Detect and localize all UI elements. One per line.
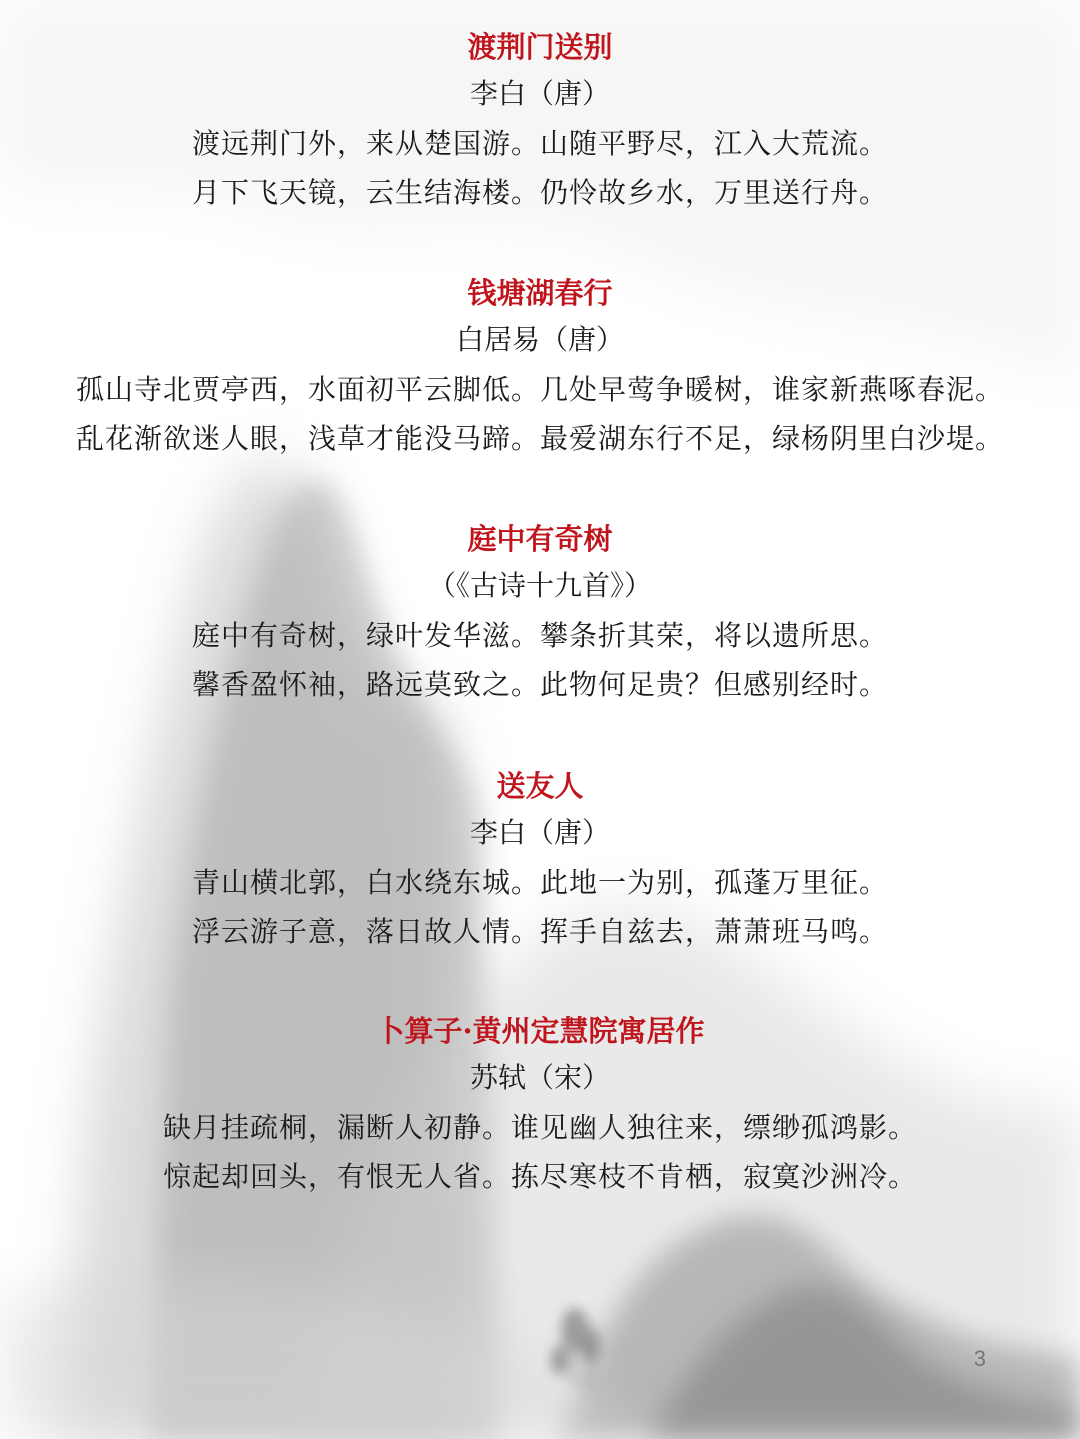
- page-number: 3: [973, 1346, 986, 1371]
- poem-author: （《古诗十九首》）: [427, 569, 652, 602]
- poem-line: 孤山寺北贾亭西，水面初平云脚低。几处早莺争暖树，谁家新燕啄春泥。: [75, 373, 1004, 406]
- poem-author: 苏轼（宋）: [469, 1061, 610, 1094]
- poem-title: 庭中有奇树: [467, 522, 613, 556]
- poem-author: 李白（唐）: [469, 816, 610, 849]
- poem-line: 乱花渐欲迷人眼，浅草才能没马蹄。最爱湖东行不足，绿杨阴里白沙堤。: [75, 422, 1004, 455]
- poem: [0, 271, 1080, 463]
- poem: [0, 25, 1080, 217]
- poem-line: 青山横北郭，白水绕东城。此地一为别，孤蓬万里征。: [191, 866, 888, 899]
- poem: [0, 764, 1080, 956]
- poem: [0, 517, 1080, 709]
- poem-line: 浮云游子意，落日故人情。挥手自兹去，萧萧班马鸣。: [191, 915, 888, 948]
- poem-line: 月下飞天镜，云生结海楼。仍怜故乡水，万里送行舟。: [191, 176, 888, 209]
- poem: [0, 1009, 1080, 1201]
- poem-title: 卜算子·黄州定慧院寓居作: [375, 1014, 705, 1048]
- poem-title: 送友人: [496, 769, 584, 803]
- poem-line: 馨香盈怀袖，路远莫致之。此物何足贵？但感别经时。: [191, 668, 888, 701]
- poem-author: 李白（唐）: [469, 77, 610, 110]
- poem-title: 钱塘湖春行: [467, 276, 613, 310]
- poem-line: 缺月挂疏桐，漏断人初静。谁见幽人独往来，缥缈孤鸿影。: [162, 1111, 917, 1144]
- poem-line: 惊起却回头，有恨无人省。拣尽寒枝不肯栖，寂寞沙洲冷。: [162, 1160, 917, 1193]
- poem-title: 渡荆门送别: [467, 30, 613, 64]
- poem-author: 白居易（唐）: [455, 323, 624, 356]
- poem-line: 庭中有奇树，绿叶发华滋。攀条折其荣，将以遗所思。: [191, 619, 888, 652]
- poem-line: 渡远荆门外，来从楚国游。山随平野尽，江入大荒流。: [191, 127, 888, 160]
